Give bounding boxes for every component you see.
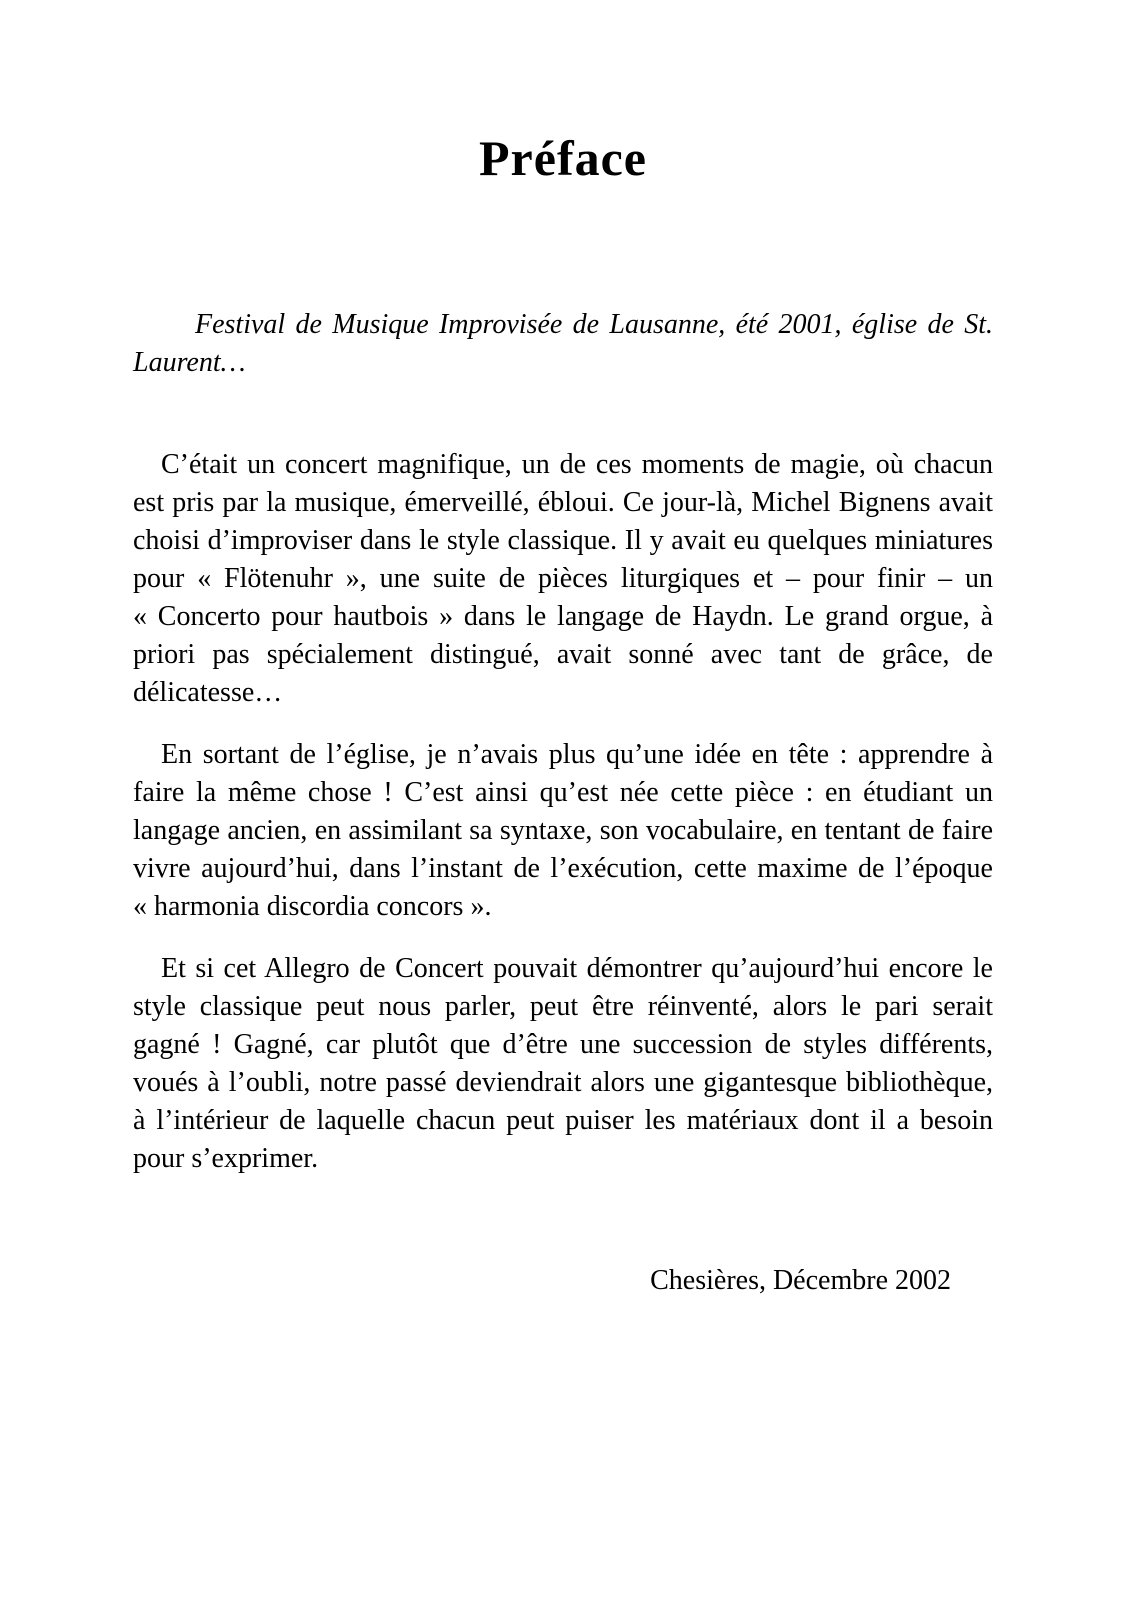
signature-line: Chesières, Décembre 2002	[650, 1265, 951, 1296]
epigraph: Festival de Musique Improvisée de Lausanne, été 2001, église de St. Laurent…	[133, 309, 993, 378]
paragraph-1: C’était un concert magnifique, un de ces moments de magie, où chacun est pris par la musique, émerveillé, ébloui. Ce jour-là, Michel Bignens avait choisi d’improviser dans le style classique. Il y avait eu quelques miniatures pour « Flötenuhr », une suite de pièces liturgiques et – pour finir – un « Concerto pour hautbois » dans le langage de Haydn. Le grand orgue, à priori pas spécialement distingué, avait sonné avec tant de grâce, de délicatesse…	[133, 449, 993, 708]
paragraph-2: En sortant de l’église, je n’avais plus qu’une idée en tête : apprendre à faire la même chose ! C’est ainsi qu’est née cette pièce : en étudiant un langage ancien, en assimilant sa syntaxe, son vocabulaire, en tentant de faire vivre aujourd’hui, dans l’instant de l’exécution, cette maxime de l’époque « harmonia discordia concors ».	[133, 739, 993, 922]
page-title: Préface	[479, 130, 647, 186]
paragraph-3: Et si cet Allegro de Concert pouvait démontrer qu’aujourd’hui encore le style classique peut nous parler, peut être réinventé, alors le pari serait gagné ! Gagné, car plutôt que d’être une succession de styles différents, voués à l’oubli, notre passé deviendrait alors une gigantesque bibliothèque, à l’intérieur de laquelle chacun peut puiser les matériaux dont il a besoin pour s’exprimer.	[133, 953, 993, 1174]
